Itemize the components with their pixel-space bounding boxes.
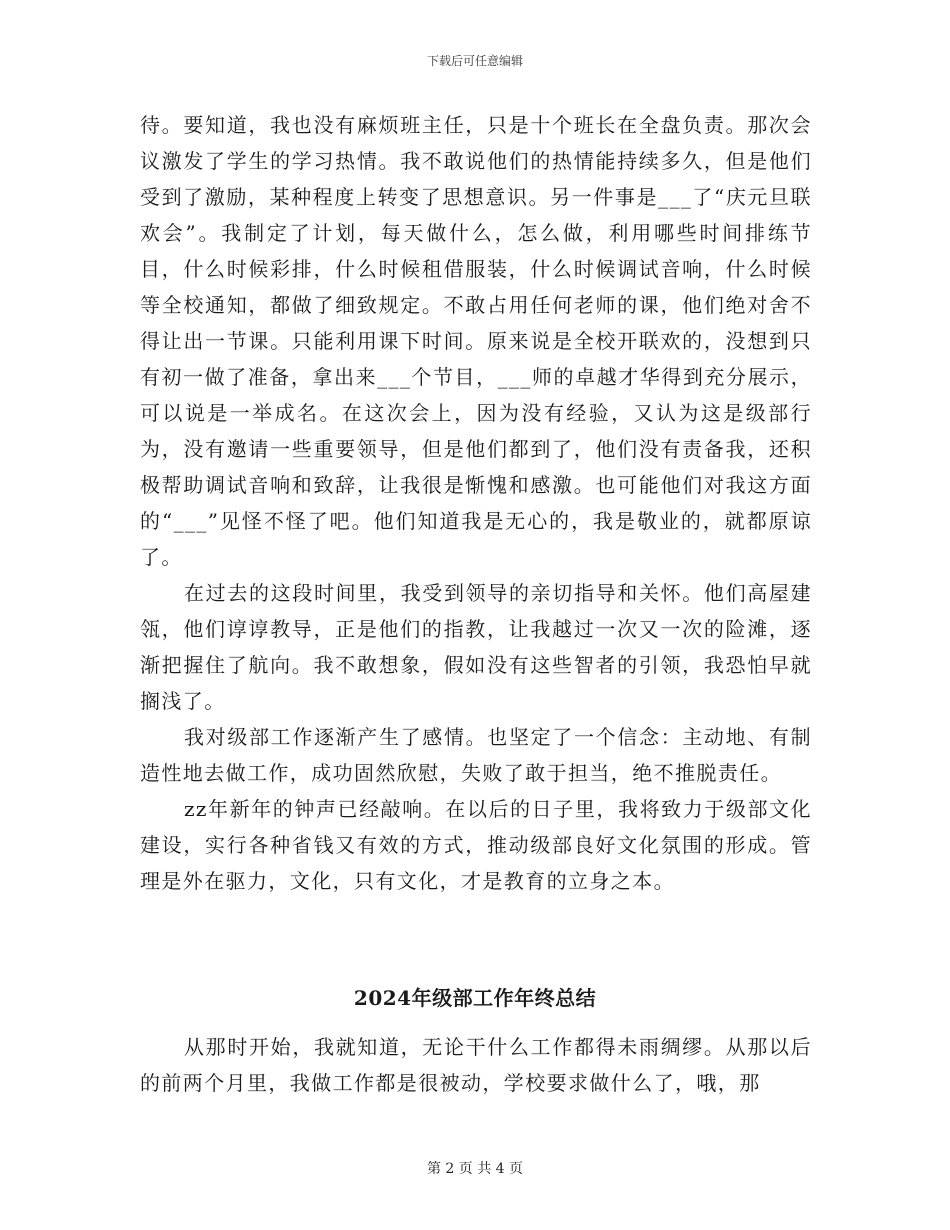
paragraph-4: zz年新年的钟声已经敲响。在以后的日子里，我将致力于级部文化建设，实行各种省钱又有效的方式，推动级部良好文化氛围的形成。管理是外在驱力，文化，只有文化，才是教育的立身之本。 [140, 797, 812, 893]
page-header: 下载后可任意编辑 [426, 54, 523, 68]
section-title: 2024年级部工作年终总结 [353, 986, 597, 1010]
paragraph-2: 在过去的这段时间里，我受到领导的亲切指导和关怀。他们高屋建瓴，他们谆谆教导，正是他们的指教，让我越过一次又一次的险滩，逐渐把握住了航向。我不敢想象，假如没有这些智者的引领，我恐怕早就搁浅了。 [140, 581, 812, 713]
page-footer: 第 2 页 共 4 页 [426, 1161, 524, 1177]
paragraph-1: 待。要知道，我也没有麻烦班主任，只是十个班长在全盘负责。那次会议激发了学生的学习热情。我不敢说他们的热情能持续多久，但是他们受到了激励，某种程度上转变了思想意识。另一件事是___了“庆元旦联欢会”。我制定了计划，每天做什么，怎么做，利用哪些时间排练节目，什么时候彩排，什么时候租借服装，什么时候调试音响，什么时候等全校通知，都做了细致规定。不敢占用任何老师的课，他们绝对舍不得让出一节课。只能利用课下时间。原来说是全校开联欢的，没想到只有初一做了准备，拿出来___个节目，___师的卓越才华得到充分展示，可以说是一举成名。在这次会上，因为没有经验，又认为这是级部行为，没有邀请一些重要领导，但是他们都到了，他们没有责备我，还积极帮助调试音响和致辞，让我很是惭愧和感激。也可能他们对我这方面的“___”见怪不怪了吧。他们知道我是无心的，我是敬业的，就都原谅了。 [140, 113, 812, 569]
paragraph-3: 我对级部工作逐渐产生了感情。也坚定了一个信念：主动地、有制造性地去做工作，成功固然欣慰，失败了敢于担当，绝不推脱责任。 [140, 725, 812, 785]
section-body [140, 1029, 812, 1101]
section-paragraph: 从那时开始，我就知道，无论干什么工作都得未雨绸缪。从那以后的前两个月里，我做工作都是很被动，学校要求做什么了，哦，那 [140, 1035, 812, 1095]
document-body [140, 107, 812, 899]
